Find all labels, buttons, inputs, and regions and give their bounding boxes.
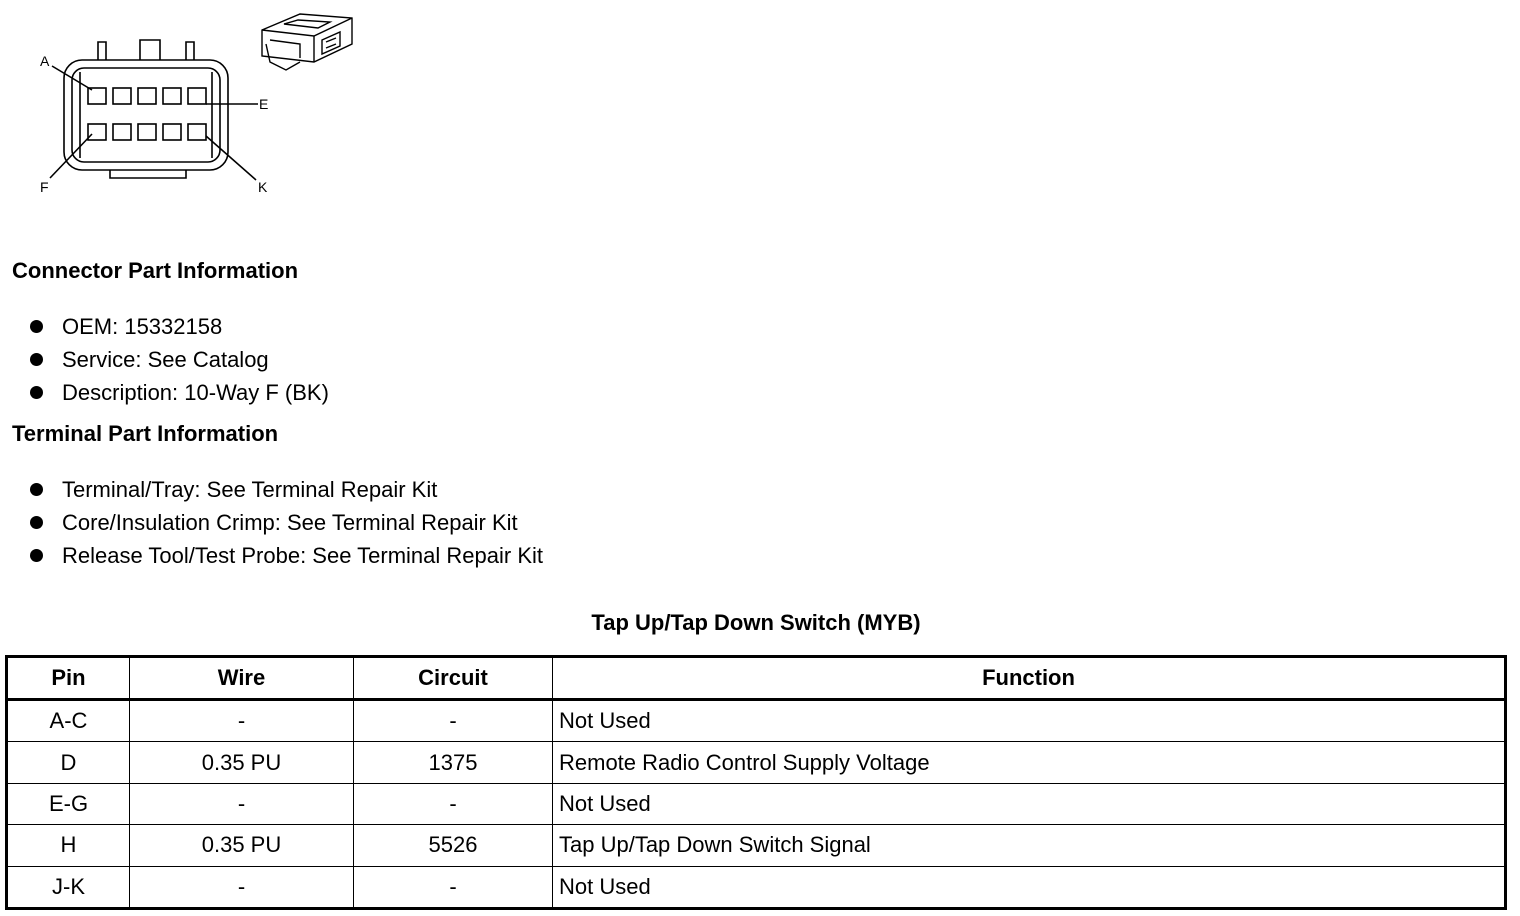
- cell-circuit: 5526: [354, 825, 553, 866]
- col-header-wire: Wire: [130, 657, 354, 700]
- table-row: [7, 783, 1506, 824]
- cell-wire: -: [130, 700, 354, 742]
- connector-face-drawing: [0, 0, 380, 210]
- pinout-table: [5, 655, 1507, 910]
- cell-function: Not Used: [553, 783, 1506, 824]
- pin-label-f: F: [40, 179, 49, 195]
- connector-info-list: [0, 310, 329, 409]
- cell-pin: H: [7, 825, 130, 866]
- cell-circuit: 1375: [354, 742, 553, 783]
- table-row: [7, 700, 1506, 742]
- terminal-info-heading: Terminal Part Information: [12, 421, 279, 446]
- connector-info-heading: Connector Part Information: [12, 258, 299, 283]
- bullet-icon: [30, 483, 43, 496]
- list-item: Core/Insulation Crimp: See Terminal Repair Kit: [0, 506, 543, 539]
- cell-function: Not Used: [553, 866, 1506, 908]
- cell-pin: J-K: [7, 866, 130, 908]
- list-item: Terminal/Tray: See Terminal Repair Kit: [0, 473, 543, 506]
- cell-function: Remote Radio Control Supply Voltage: [553, 742, 1506, 783]
- cell-circuit: -: [354, 700, 553, 742]
- list-item: Release Tool/Test Probe: See Terminal Repair Kit: [0, 539, 543, 572]
- bullet-icon: [30, 386, 43, 399]
- bullet-icon: [30, 320, 43, 333]
- col-header-circuit: Circuit: [354, 657, 553, 700]
- table-row: [7, 866, 1506, 908]
- cell-wire: 0.35 PU: [130, 742, 354, 783]
- list-item: Description: 10-Way F (BK): [0, 376, 329, 409]
- pin-label-k: K: [258, 179, 268, 195]
- list-item: Service: See Catalog: [0, 343, 329, 376]
- bullet-icon: [30, 549, 43, 562]
- cell-pin: D: [7, 742, 130, 783]
- list-item: OEM: 15332158: [0, 310, 329, 343]
- connector-isometric-icon: [262, 14, 352, 70]
- cell-circuit: -: [354, 866, 553, 908]
- cell-pin: E-G: [7, 783, 130, 824]
- cell-wire: -: [130, 783, 354, 824]
- col-header-function: Function: [553, 657, 1506, 700]
- cell-circuit: -: [354, 783, 553, 824]
- bullet-icon: [30, 516, 43, 529]
- col-header-pin: Pin: [7, 657, 130, 700]
- cell-wire: 0.35 PU: [130, 825, 354, 866]
- table-header-row: [7, 657, 1506, 700]
- pin-label-a: A: [40, 53, 50, 69]
- terminal-info-list: [0, 473, 543, 572]
- table-row: [7, 825, 1506, 866]
- table-row: [7, 742, 1506, 783]
- cell-wire: -: [130, 866, 354, 908]
- cell-pin: A-C: [7, 700, 130, 742]
- table-title: Tap Up/Tap Down Switch (MYB): [591, 610, 921, 635]
- pin-label-e: E: [259, 96, 269, 112]
- connector-diagram: [0, 0, 380, 210]
- cell-function: Tap Up/Tap Down Switch Signal: [553, 825, 1506, 866]
- bullet-icon: [30, 353, 43, 366]
- cell-function: Not Used: [553, 700, 1506, 742]
